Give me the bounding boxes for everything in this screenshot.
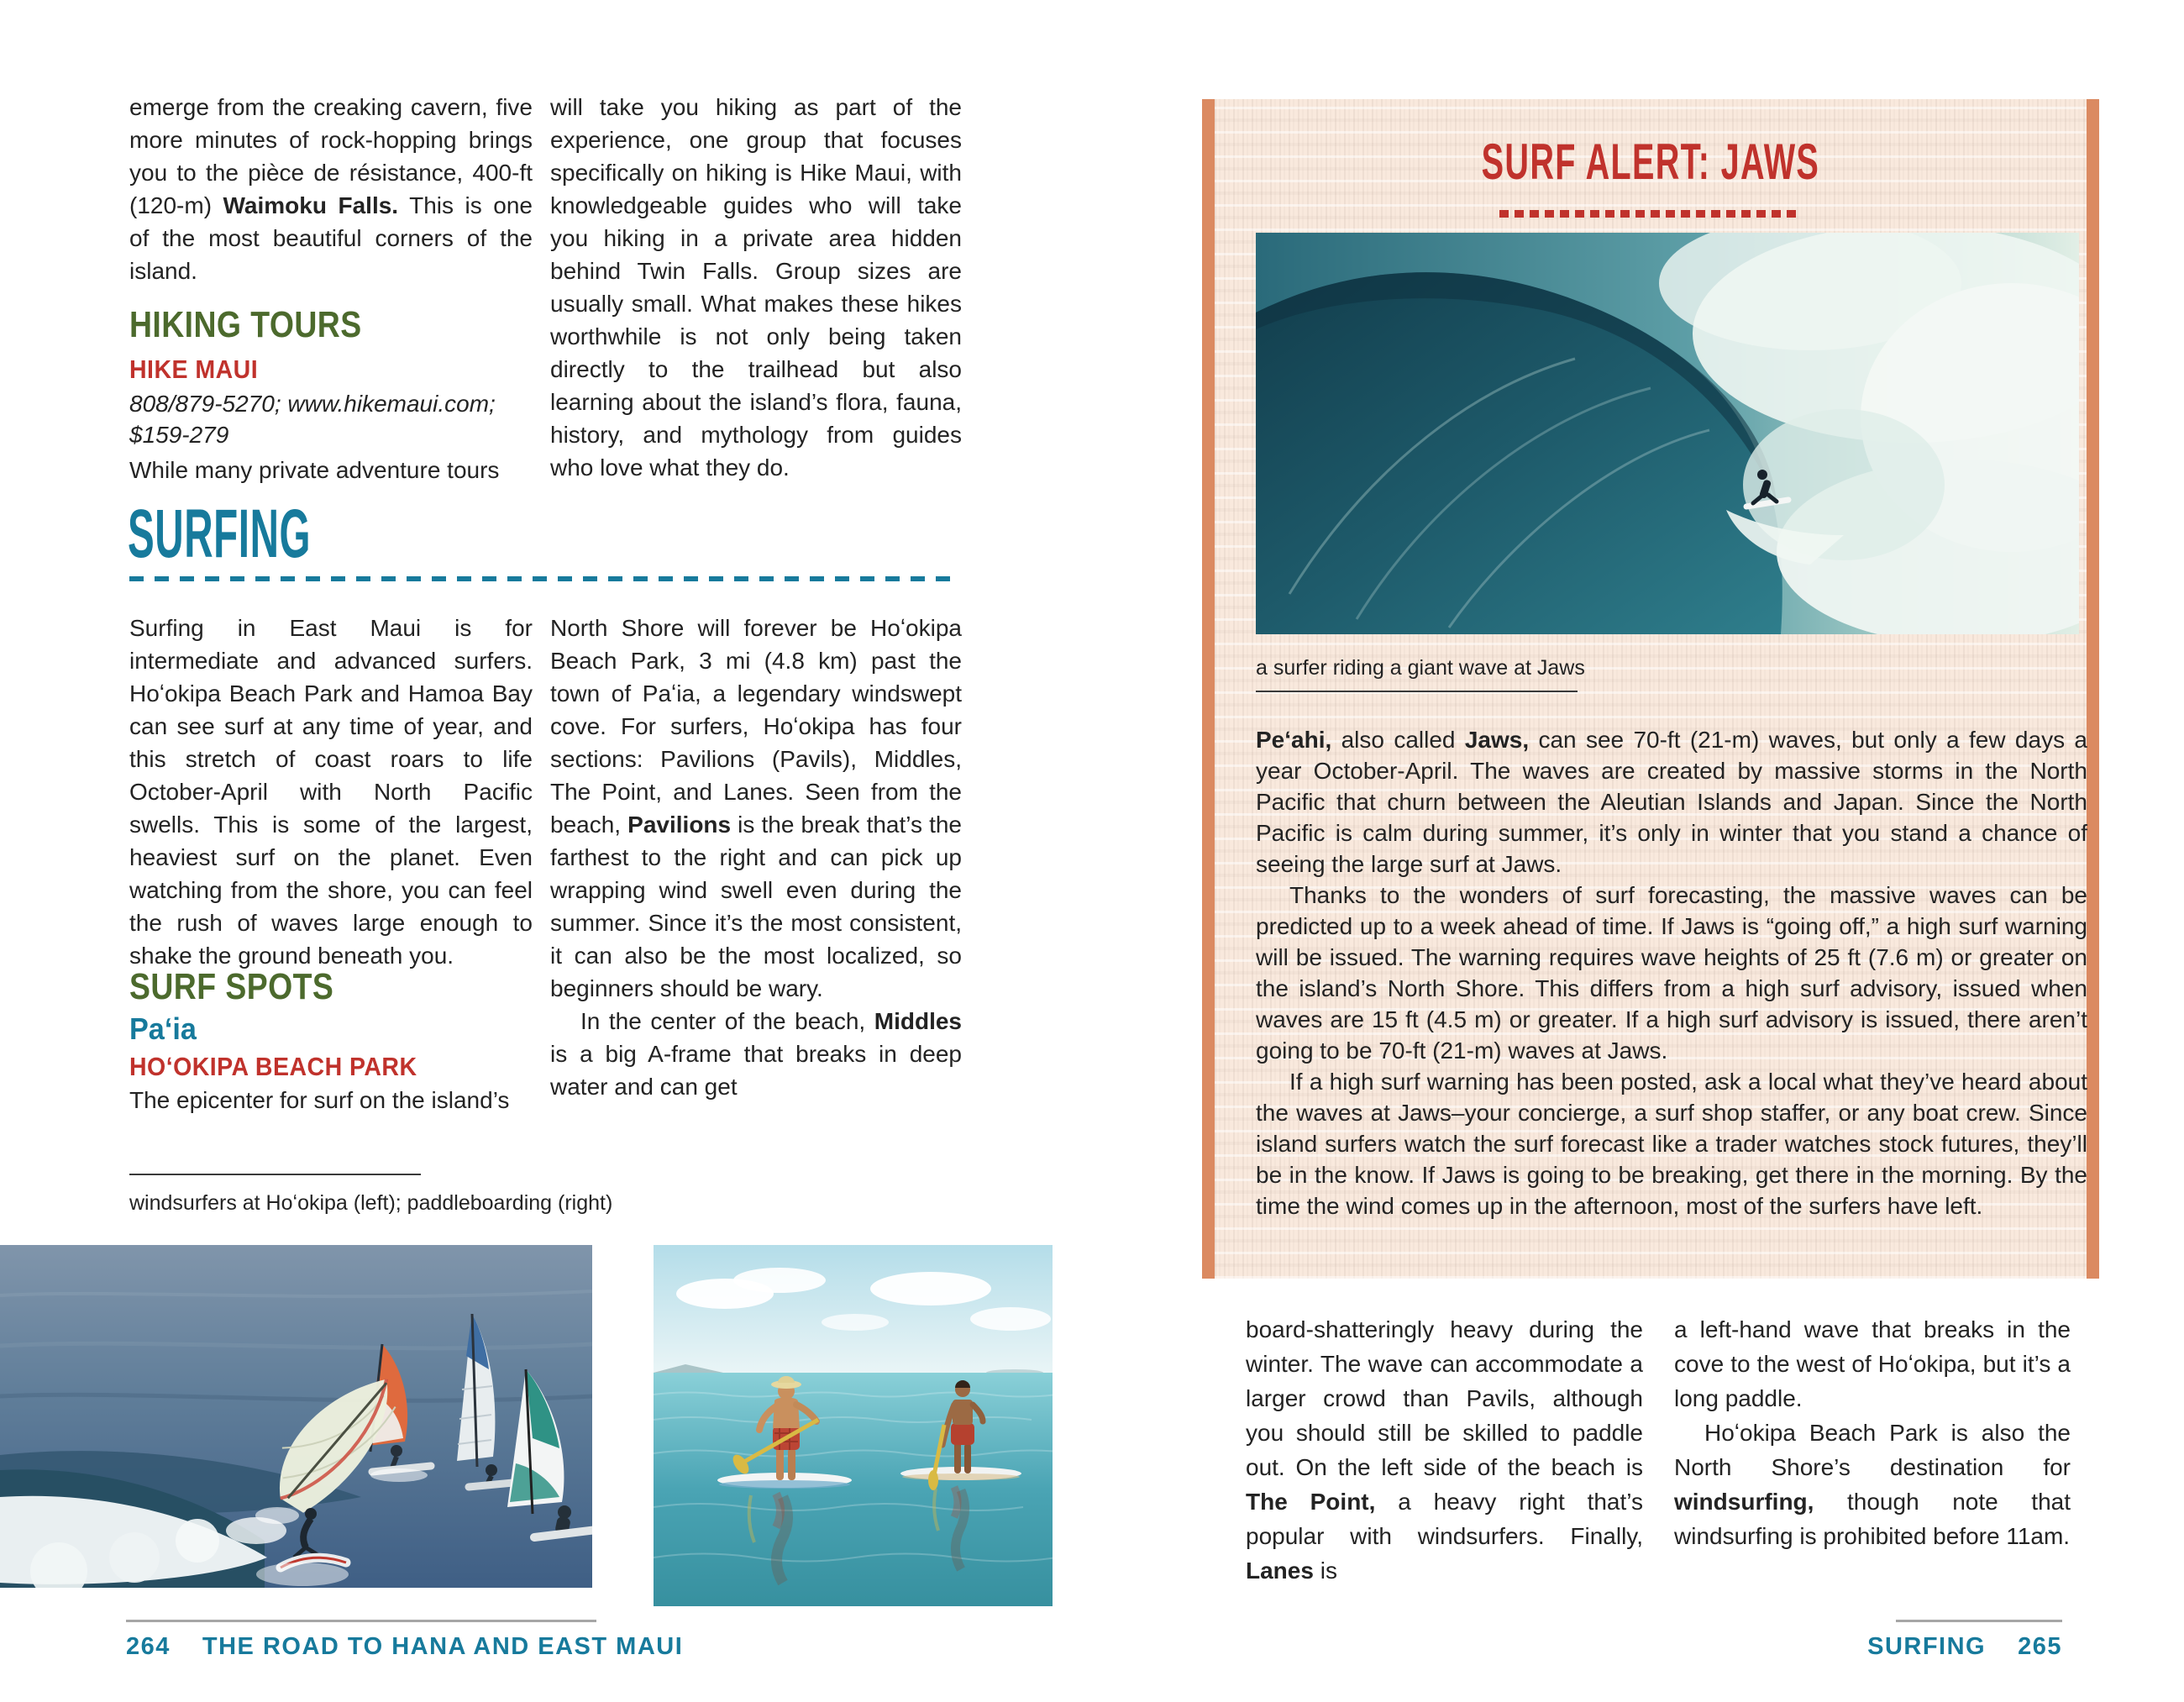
surf-alert-body [1256,724,2087,1221]
surf-alert-box [1202,99,2099,1279]
paddleboarding-photo [654,1245,1053,1606]
surf-alert-title-wrap [1215,136,2087,188]
paragraph: Peʻahi, also called Jaws, can see 70-ft (21-m) waves, but only a few days a year October-April. The waves are created by massive storms in the North Pacific that churn between the Aleutian Islands and Japan. Since the North Pacific is calm during summer, it’s only in winter that you stand a chance of seeing the large surf at Jaws. [1256,727,2087,877]
left-col1-intro-paragraph [129,91,533,287]
paddleboarding-photo-art [654,1245,1053,1606]
paragraph: will take you hiking as part of the experience, one group that focuses specifically on hiking is Hike Maui, with knowledgeable guides who will take you hiking in a private area hidden behind Twin Falls. Group sizes are usually small. What makes these hikes worthwhile is not only being taken directly to the trailhead but also learning about the island’s flora, fauna, history, and mythology from guides who love what they do. [550,94,962,481]
paragraph: If a high surf warning has been posted, ask a local what they’ve heard about the waves at Jaws–your concierge, a surf shop staffer, or any boat crew. Since island surfers watch the surf forecast like a trader watches stock futures, they’ll be in the know. If Jaws is going to be breaking, get there in the morning. By the time the wind comes up in the afternoon, most of the surfers have left. [1256,1069,2087,1219]
left-photo-caption: windsurfers at Hoʻokipa (left); paddleboarding (right) [129,1191,613,1215]
hike-maui-listing-details: 808/879-5270; www.hikemaui.com; $159-279 [129,391,496,448]
paragraph: a left-hand wave that breaks in the cove to the west of Hoʻokipa, but it’s a long paddle. [1674,1316,2071,1411]
jaws-photo-caption: a surfer riding a giant wave at Jaws [1256,656,1585,680]
right-footer [1867,1633,2062,1661]
surf-spots-heading: SURF SPOTS [129,966,334,1007]
surf-alert-inner [1215,99,2087,1279]
surfing-col1-paragraph [129,612,533,972]
paragraph: Thanks to the wonders of surf forecasting, the massive waves can be predicted up to a week ahead of time. If Jaws is “going off,” a high surf warning will be issued. The warning requires wave heights of 25 ft (7.6 m) or greater on the island’s North Shore. This differs from a high surf advisory, issued when waves are 15 ft (4.5 m) or greater. If a high surf advisory is issued, there aren’t going to be 70-ft (21-m) waves at Jaws. [1256,882,2087,1064]
paragraph: The epicenter for surf on the island’s [129,1087,510,1113]
surf-alert-title: SURF ALERT: JAWS [1481,134,1820,190]
hiking-tours-heading: HIKING TOURS [129,304,362,345]
right-page-number: 265 [2018,1633,2062,1660]
windsurfers-photo [0,1245,592,1588]
jaws-wave-photo [1256,233,2079,634]
left-col2-intro-paragraph [550,91,962,484]
hookipa-spot-heading: HOʻOKIPA BEACH PARK [129,1052,417,1081]
surfing-col2-paragraphs [550,612,962,1103]
hike-maui-listing-name: HIKE MAUI [129,355,259,384]
windsurfers-photo-art [0,1245,592,1588]
surf-alert-dashed-rule [1499,210,1802,218]
paragraph: While many private adventure tours [129,457,500,483]
right-footer-rule [1896,1620,2062,1622]
hookipa-spot-intro [129,1084,533,1116]
jaws-wave-photo-art [1256,233,2079,634]
paragraph: Surfing in East Maui is for intermediate and advanced surfers. Hoʻokipa Beach Park and Hamoa Bay can see surf at any time of year, and this stretch of coast roars to life October-April with North Pacific swells. This is some of the largest, heaviest surf on the planet. Even watching from the shore, you can feel the rush of waves large enough to shake the ground beneath you. [129,615,533,969]
surfing-heading-dashed-rule [129,576,961,581]
right-below-col2 [1674,1312,2071,1553]
left-photo-caption-rule [129,1174,421,1175]
right-below-col1 [1246,1312,1643,1588]
surf-alert-dashes-wrap [1215,207,2087,222]
paragraph: In the center of the beach, Middles is a big A-frame that breaks in deep water and can get [550,1008,962,1100]
paia-town-heading: Paʻia [129,1011,197,1046]
paragraph: board-shatteringly heavy during the winter. The wave can accommodate a larger crowd than Pavils, although you should still be skilled to paddle out. On the left side of the beach is The Point, a heavy right that’s popular with windsurfers. Finally, Lanes is [1246,1316,1643,1584]
left-footer [126,1633,683,1661]
right-footer-title: SURFING [1867,1633,1987,1660]
hike-maui-listing-intro [129,454,533,486]
left-page-number: 264 [126,1633,171,1660]
left-footer-rule [126,1620,596,1622]
paragraph: Hoʻokipa Beach Park is also the North Shore’s destination for windsurfing, though note that windsurfing is prohibited before 11am. [1674,1420,2071,1549]
jaws-photo-caption-rule [1256,691,1578,692]
paragraph: emerge from the creaking cavern, five more minutes of rock-hopping brings you to the pièce de résistance, 400-ft (120-m) Waimoku Falls. This is one of the most beautiful corners of the island. [129,94,533,284]
paragraph: North Shore will forever be Hoʻokipa Beach Park, 3 mi (4.8 km) past the town of Paʻia, a legendary windswept cove. For surfers, Hoʻokipa has four sections: Pavilions (Pavils), Middles, The Point, and Lanes. Seen from the beach, Pavilions is the break that’s the farthest to the right and can pick up wrapping wind swell even during the summer. Since it’s the most consistent, it can also be the most localized, so beginners should be wary. [550,615,962,1001]
left-footer-title: THE ROAD TO HANA AND EAST MAUI [202,1633,684,1660]
surfing-section-heading: SURFING [128,496,312,572]
